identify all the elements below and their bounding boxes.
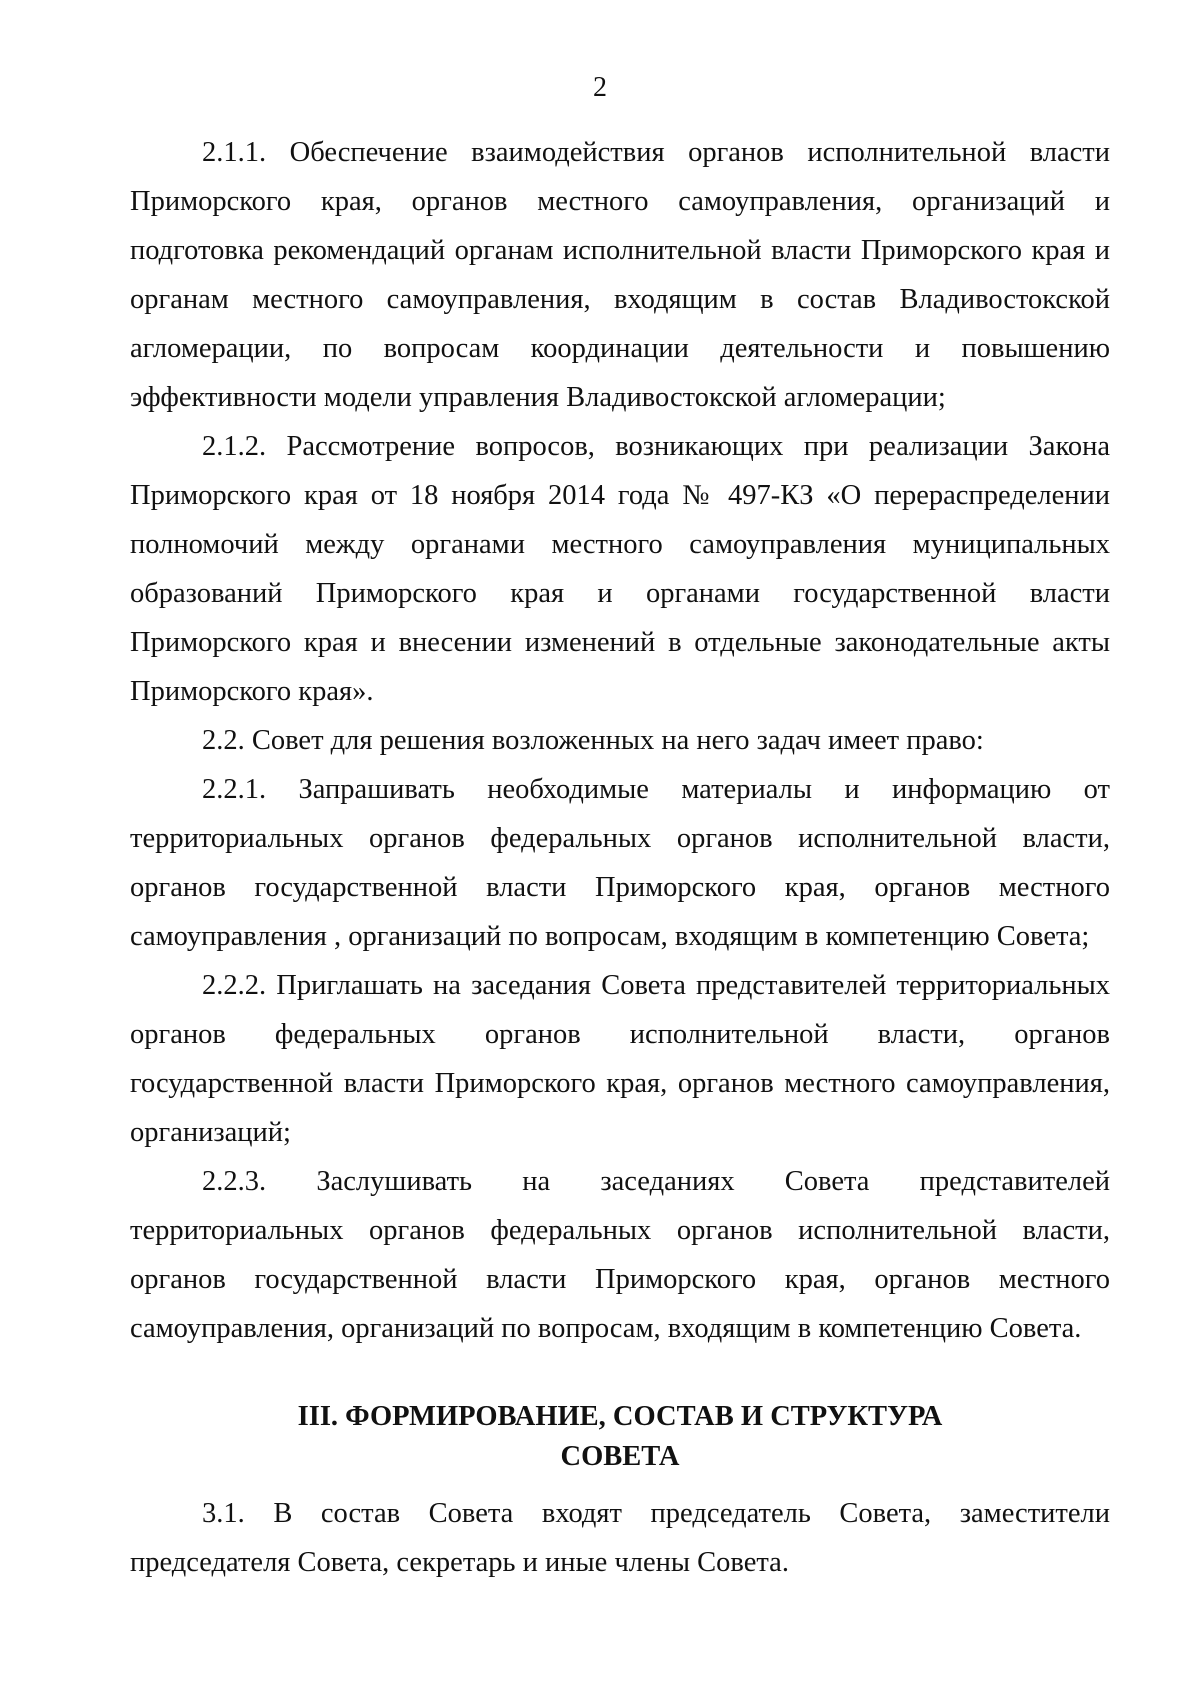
- section-heading: [130, 1397, 1110, 1477]
- paragraph-2-2: 2.2. Совет для решения возложенных на него задач имеет право:: [202, 725, 984, 756]
- page-number: 2: [593, 72, 607, 103]
- paragraph-2-2-2: 2.2.2. Приглашать на заседания Совета представителей территориальных органов федеральных органов исполнительной власти, органов государственной власти Приморского края, органов местного самоуправления, организаций;: [130, 970, 1110, 1148]
- paragraph-2-1-1: 2.1.1. Обеспечение взаимодействия органов исполнительной власти Приморского края, органов местного самоуправления, организаций и подготовка рекомендаций органам исполнительной власти Приморского края и органам местного самоуправления, входящим в состав Владивостокской агломерации, по вопросам координации деятельности и повышению эффективности модели управления Владивостокской агломерации;: [130, 137, 1110, 413]
- section-heading-line-2: СОВЕТА: [560, 1441, 680, 1472]
- document-body: [130, 128, 1110, 1587]
- paragraph-3-1: 3.1. В состав Совета входят председатель Совета, заместители председателя Совета, секретарь и иные члены Совета.: [130, 1498, 1110, 1578]
- paragraph-2-2-3: 2.2.3. Заслушивать на заседаниях Совета представителей территориальных органов федеральных органов исполнительной власти, органов государственной власти Приморского края, органов местного самоуправления, организаций по вопросам, входящим в компетенцию Совета.: [130, 1166, 1110, 1344]
- paragraph-2-1-2: 2.1.2. Рассмотрение вопросов, возникающих при реализации Закона Приморского края от 18 ноября 2014 года № 497-КЗ «О перераспределении полномочий между органами местного самоуправления муниципальных образований Приморского края и органами государственной власти Приморского края и внесении изменений в отдельные законодательные акты Приморского края».: [130, 431, 1110, 707]
- paragraph-2-2-1: 2.2.1. Запрашивать необходимые материалы и информацию от территориальных органов федеральных органов исполнительной власти, органов государственной власти Приморского края, органов местного самоуправления , организаций по вопросам, входящим в компетенцию Совета;: [130, 774, 1110, 952]
- section-heading-line-1: III. ФОРМИРОВАНИЕ, СОСТАВ И СТРУКТУРА: [297, 1401, 943, 1432]
